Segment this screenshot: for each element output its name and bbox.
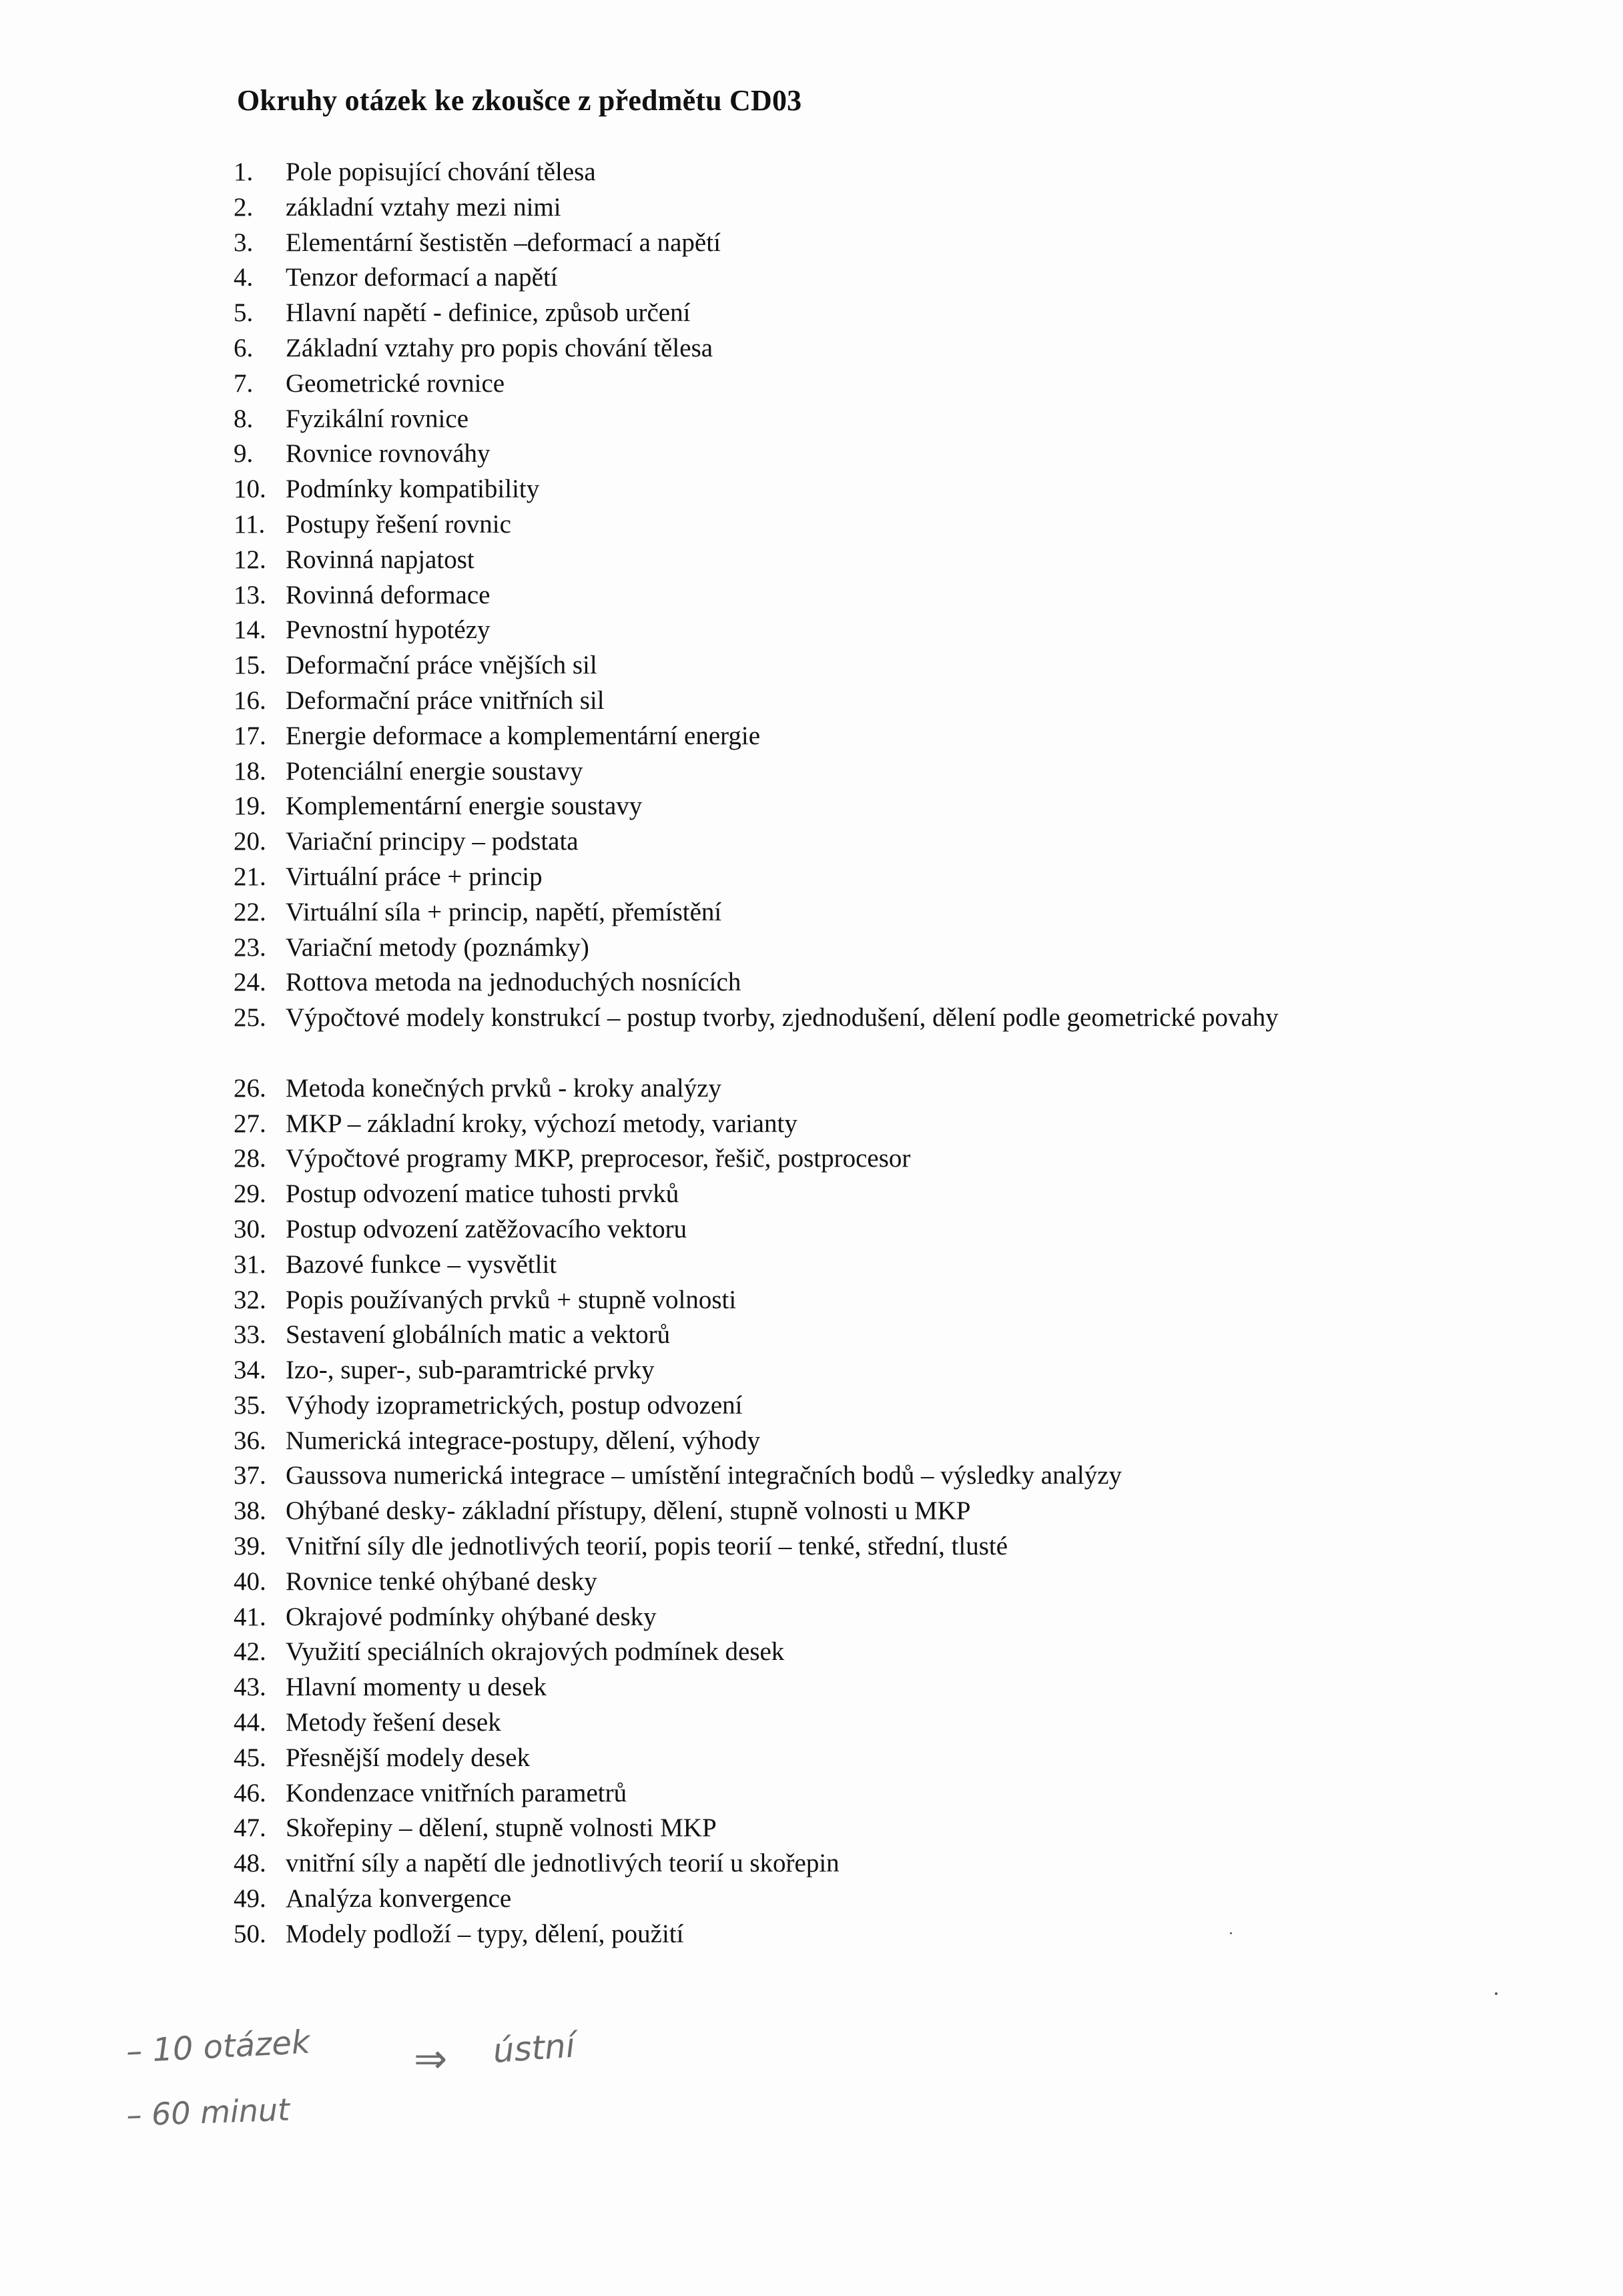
question-number: 40. <box>234 1566 266 1596</box>
question-item <box>234 1846 1502 1882</box>
question-text: Rottova metoda na jednoduchých nosnících <box>286 968 741 997</box>
question-number: 9. <box>234 439 254 469</box>
question-item <box>234 1000 1502 1071</box>
question-text: Sestavení globálních matic a vektorů <box>286 1320 671 1350</box>
question-item <box>234 1283 1502 1318</box>
question-number: 4. <box>234 263 254 292</box>
question-text: Postupy řešení rovnic <box>286 509 511 539</box>
question-number: 26. <box>234 1073 266 1103</box>
question-number: 11. <box>234 509 266 539</box>
question-item <box>234 296 1502 331</box>
question-item <box>234 719 1502 754</box>
question-text: Geometrické rovnice <box>286 368 505 398</box>
question-number: 43. <box>234 1673 266 1702</box>
question-number: 1. <box>234 158 254 186</box>
question-text: Variační metody (poznámky) <box>286 932 589 962</box>
question-number: 50. <box>234 1919 266 1948</box>
question-number: 14. <box>234 615 266 645</box>
question-number: 24. <box>234 968 266 997</box>
question-number: 39. <box>234 1532 266 1561</box>
question-number: 31. <box>234 1249 266 1279</box>
question-item <box>234 437 1502 472</box>
question-item <box>234 895 1502 930</box>
question-number: 48. <box>234 1849 266 1878</box>
question-number: 36. <box>234 1426 266 1455</box>
question-number: 37. <box>234 1461 266 1490</box>
question-number: 5. <box>234 298 254 328</box>
question-item <box>234 930 1502 966</box>
question-item <box>234 1529 1502 1564</box>
question-text: Vnitřní síly dle jednotlivých teorií, popis teorií – tenké, střední, tlusté <box>286 1532 1008 1561</box>
question-number: 45. <box>234 1743 266 1772</box>
question-text: Hlavní momenty u desek <box>286 1673 547 1702</box>
question-item <box>234 543 1502 578</box>
question-list <box>234 155 1502 1952</box>
handwritten-target: ústní <box>491 2026 577 2070</box>
question-number: 22. <box>234 897 266 926</box>
question-number: 12. <box>234 545 266 574</box>
question-item <box>234 1353 1502 1388</box>
document-title: Okruhy otázek ke zkoušce z předmětu CD03 <box>237 84 802 117</box>
handwritten-note-drawing <box>120 2016 654 2149</box>
question-item <box>234 789 1502 824</box>
question-number: 32. <box>234 1285 266 1314</box>
question-number: 23. <box>234 932 266 962</box>
question-number: 18. <box>234 756 266 786</box>
question-item <box>234 965 1502 1000</box>
question-number: 15. <box>234 651 266 680</box>
question-text: Metoda konečných prvků - kroky analýzy <box>286 1073 722 1103</box>
question-text: vnitřní síly a napětí dle jednotlivých teorií u skořepin <box>286 1849 840 1878</box>
question-text: Izo-, super-, sub-paramtrické prvky <box>286 1356 655 1385</box>
question-number: 6. <box>234 333 254 362</box>
question-item <box>234 578 1502 613</box>
question-item <box>234 1741 1502 1776</box>
question-item <box>234 1635 1502 1670</box>
handwritten-arrow-icon: ⇒ <box>414 2036 448 2082</box>
scan-speck <box>1230 1932 1232 1934</box>
question-item <box>234 155 1502 190</box>
question-number: 17. <box>234 721 266 750</box>
question-text: Tenzor deformací a napětí <box>286 263 558 292</box>
question-number: 29. <box>234 1179 266 1209</box>
question-text: Analýza konvergence <box>286 1884 512 1914</box>
handwritten-line-1: – 10 otázek <box>125 2023 311 2070</box>
question-number: 38. <box>234 1496 266 1526</box>
scan-speck <box>1495 1992 1498 1995</box>
question-item <box>234 1811 1502 1846</box>
question-item <box>234 507 1502 543</box>
question-item <box>234 472 1502 507</box>
question-item <box>234 1318 1502 1353</box>
question-item <box>234 1424 1502 1459</box>
question-text: Skořepiny – dělení, stupně volnosti MKP <box>286 1813 717 1843</box>
question-number: 28. <box>234 1144 266 1173</box>
question-text: Výpočtové modely konstrukcí – postup tvorby, zjednodušení, dělení podle geometrické povahy <box>286 1003 1279 1033</box>
question-text: Rovinná deformace <box>286 580 491 609</box>
question-text: Rovnice rovnováhy <box>286 439 491 469</box>
question-text: základní vztahy mezi nimi <box>286 192 561 222</box>
question-number: 42. <box>234 1637 266 1667</box>
question-text: Popis používaných prvků + stupně volnosti <box>286 1285 737 1314</box>
question-number: 2. <box>234 192 254 222</box>
question-text: Využití speciálních okrajových podmínek desek <box>286 1637 785 1667</box>
question-number: 27. <box>234 1109 266 1138</box>
question-text: Bazové funkce – vysvětlit <box>286 1249 557 1279</box>
question-text: Numerická integrace-postupy, dělení, výhody <box>286 1426 761 1455</box>
question-number: 30. <box>234 1214 266 1243</box>
question-text: Metody řešení desek <box>286 1708 501 1737</box>
question-item <box>234 1388 1502 1424</box>
question-item <box>234 1141 1502 1177</box>
question-item <box>234 1458 1502 1494</box>
question-text: Rovinná napjatost <box>286 545 474 574</box>
question-number: 34. <box>234 1356 266 1385</box>
question-text: Modely podloží – typy, dělení, použití <box>286 1919 684 1948</box>
question-text: Hlavní napětí - definice, způsob určení <box>286 298 691 328</box>
question-item <box>234 1882 1502 1917</box>
question-number: 25. <box>234 1003 266 1033</box>
question-text: Výhody izoprametrických, postup odvození <box>286 1390 743 1420</box>
question-item <box>234 1107 1502 1142</box>
question-number: 7. <box>234 368 254 398</box>
question-text: Deformační práce vnějších sil <box>286 651 597 680</box>
question-item <box>234 402 1502 437</box>
question-item <box>234 1705 1502 1741</box>
question-item <box>234 860 1502 895</box>
question-number: 13. <box>234 580 266 609</box>
question-item <box>234 366 1502 402</box>
question-item <box>234 331 1502 366</box>
question-number: 19. <box>234 792 266 821</box>
question-text: Postup odvození matice tuhosti prvků <box>286 1179 679 1209</box>
question-text: Rovnice tenké ohýbané desky <box>286 1566 597 1596</box>
question-text: Ohýbané desky- základní přístupy, dělení, stupně volnosti u MKP <box>286 1496 971 1526</box>
question-text: Postup odvození zatěžovacího vektoru <box>286 1214 687 1243</box>
question-text: Výpočtové programy MKP, preprocesor, řešič, postprocesor <box>286 1144 911 1173</box>
question-item <box>234 1670 1502 1705</box>
handwritten-note <box>120 2016 654 2149</box>
question-item <box>234 190 1502 226</box>
question-item <box>234 754 1502 790</box>
question-item <box>234 1564 1502 1600</box>
question-number: 3. <box>234 228 254 257</box>
question-item <box>234 824 1502 860</box>
question-text: Komplementární energie soustavy <box>286 792 643 821</box>
question-item <box>234 1917 1502 1952</box>
question-text: Základní vztahy pro popis chování tělesa <box>286 333 713 362</box>
question-text: Potenciální energie soustavy <box>286 756 583 786</box>
question-text: Kondenzace vnitřních parametrů <box>286 1778 627 1807</box>
question-number: 20. <box>234 827 266 856</box>
question-text: Podmínky kompatibility <box>286 475 540 504</box>
question-item <box>234 1212 1502 1247</box>
question-number: 41. <box>234 1602 266 1631</box>
question-item <box>234 1600 1502 1635</box>
question-item <box>234 260 1502 296</box>
question-number: 16. <box>234 685 266 715</box>
question-item <box>234 1177 1502 1212</box>
question-item <box>234 1776 1502 1811</box>
question-text: Okrajové podmínky ohýbané desky <box>286 1602 657 1631</box>
question-number: 47. <box>234 1813 266 1843</box>
question-text: Energie deformace a komplementární energie <box>286 721 761 750</box>
question-number: 33. <box>234 1320 266 1350</box>
question-text: Deformační práce vnitřních sil <box>286 685 605 715</box>
question-text: Fyzikální rovnice <box>286 404 469 433</box>
question-item <box>234 648 1502 683</box>
question-text: Pole popisující chování tělesa <box>286 158 596 186</box>
question-item <box>234 683 1502 719</box>
handwritten-line-2: – 60 minut <box>125 2091 290 2133</box>
question-number: 8. <box>234 404 254 433</box>
question-item <box>234 1247 1502 1283</box>
question-number: 49. <box>234 1884 266 1914</box>
question-text: Přesnější modely desek <box>286 1743 531 1772</box>
question-item <box>234 613 1502 648</box>
question-number: 10. <box>234 475 266 504</box>
question-item <box>234 1071 1502 1107</box>
question-text: Virtuální práce + princip <box>286 862 543 891</box>
question-text: MKP – základní kroky, výchozí metody, varianty <box>286 1109 797 1138</box>
question-number: 21. <box>234 862 266 891</box>
question-number: 35. <box>234 1390 266 1420</box>
question-item <box>234 1494 1502 1529</box>
question-text: Pevnostní hypotézy <box>286 615 491 645</box>
question-text: Gaussova numerická integrace – umístění integračních bodů – výsledky analýzy <box>286 1461 1122 1490</box>
question-number: 44. <box>234 1708 266 1737</box>
question-item <box>234 226 1502 261</box>
question-number: 46. <box>234 1778 266 1807</box>
question-text: Virtuální síla + princip, napětí, přemístění <box>286 897 722 926</box>
question-text: Elementární šestistěn –deformací a napětí <box>286 228 721 257</box>
question-text: Variační principy – podstata <box>286 827 579 856</box>
